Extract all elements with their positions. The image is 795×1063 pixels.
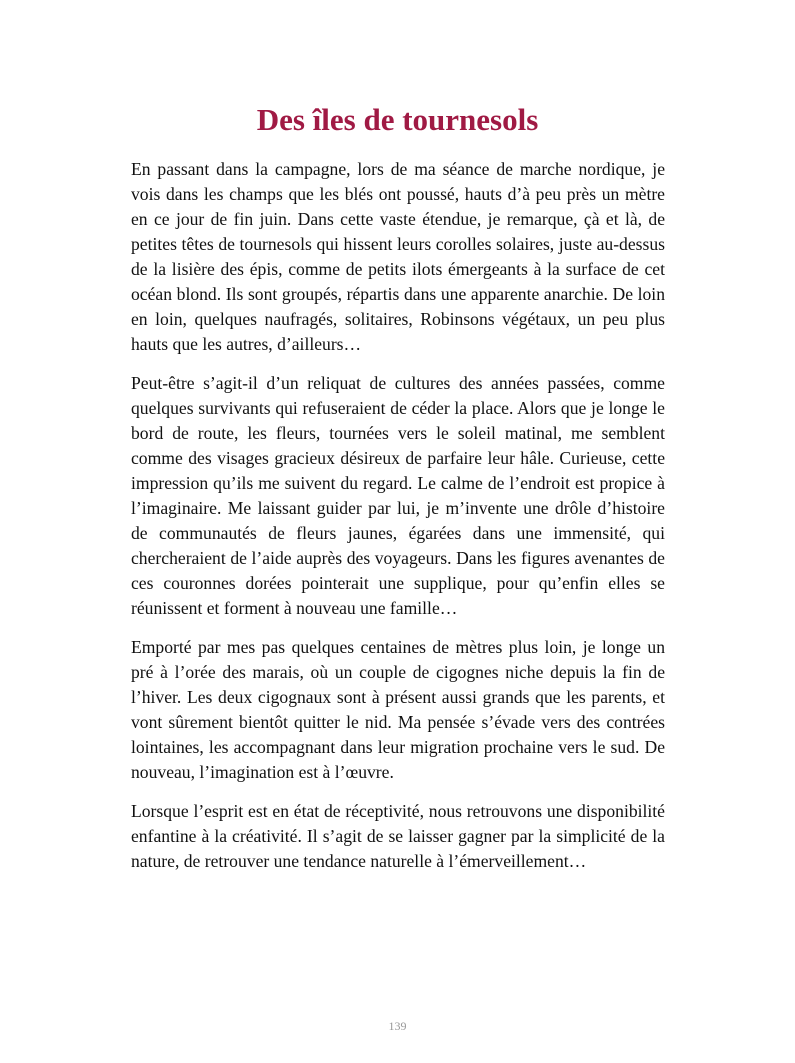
- paragraph-2: Peut-être s’agit-il d’un reliquat de cultures des années passées, comme quelques survivants qui refuseraient de céder la place. Alors que je longe le bord de route, les fleurs, tournées vers le soleil matinal, me semblent comme des visages gracieux désireux de parfaire leur hâle. Curieuse, cette impression qu’ils me suivent du regard. Le calme de l’endroit est propice à l’imaginaire. Me laissant guider par lui, je m’invente une drôle d’histoire de communautés de fleurs jaunes, égarées dans une immensité, qui chercheraient de l’aide auprès des voyageurs. Dans les figures avenantes de ces couronnes dorées pointerait une supplique, pour qu’enfin elles se réunissent et forment à nouveau une famille…: [131, 373, 665, 618]
- paragraph-3: Emporté par mes pas quelques centaines de mètres plus loin, je longe un pré à l’orée des marais, où un couple de cigognes niche depuis la fin de l’hiver. Les deux cigognaux sont à présent aussi grands que les parents, et vont sûrement bientôt quitter le nid. Ma pensée s’évade vers des contrées lointaines, les accompagnant dans leur migration prochaine vers le sud. De nouveau, l’imagination est à l’œuvre.: [131, 637, 665, 782]
- paragraph-1: En passant dans la campagne, lors de ma séance de marche nordique, je vois dans les champs que les blés ont poussé, hauts d’à peu près un mètre en ce jour de fin juin. Dans cette vaste étendue, je remarque, çà et là, de petites têtes de tournesols qui hissent leurs corolles solaires, juste au-dessus de la lisière des épis, comme de petits ilots émergeants à la surface de cet océan blond. Ils sont groupés, répartis dans une apparente anarchie. De loin en loin, quelques naufragés, solitaires, Robinsons végétaux, un peu plus hauts que les autres, d’ailleurs…: [131, 159, 665, 354]
- chapter-body: [131, 157, 665, 888]
- page-number: 139: [388, 1019, 407, 1033]
- chapter-title: Des îles de tournesols: [256, 102, 539, 137]
- paragraph-4: Lorsque l’esprit est en état de réceptivité, nous retrouvons une disponibilité enfantine à la créativité. Il s’agit de se laisser gagner par la simplicité de la nature, de retrouver une tendance naturelle à l’émerveillement…: [131, 801, 665, 871]
